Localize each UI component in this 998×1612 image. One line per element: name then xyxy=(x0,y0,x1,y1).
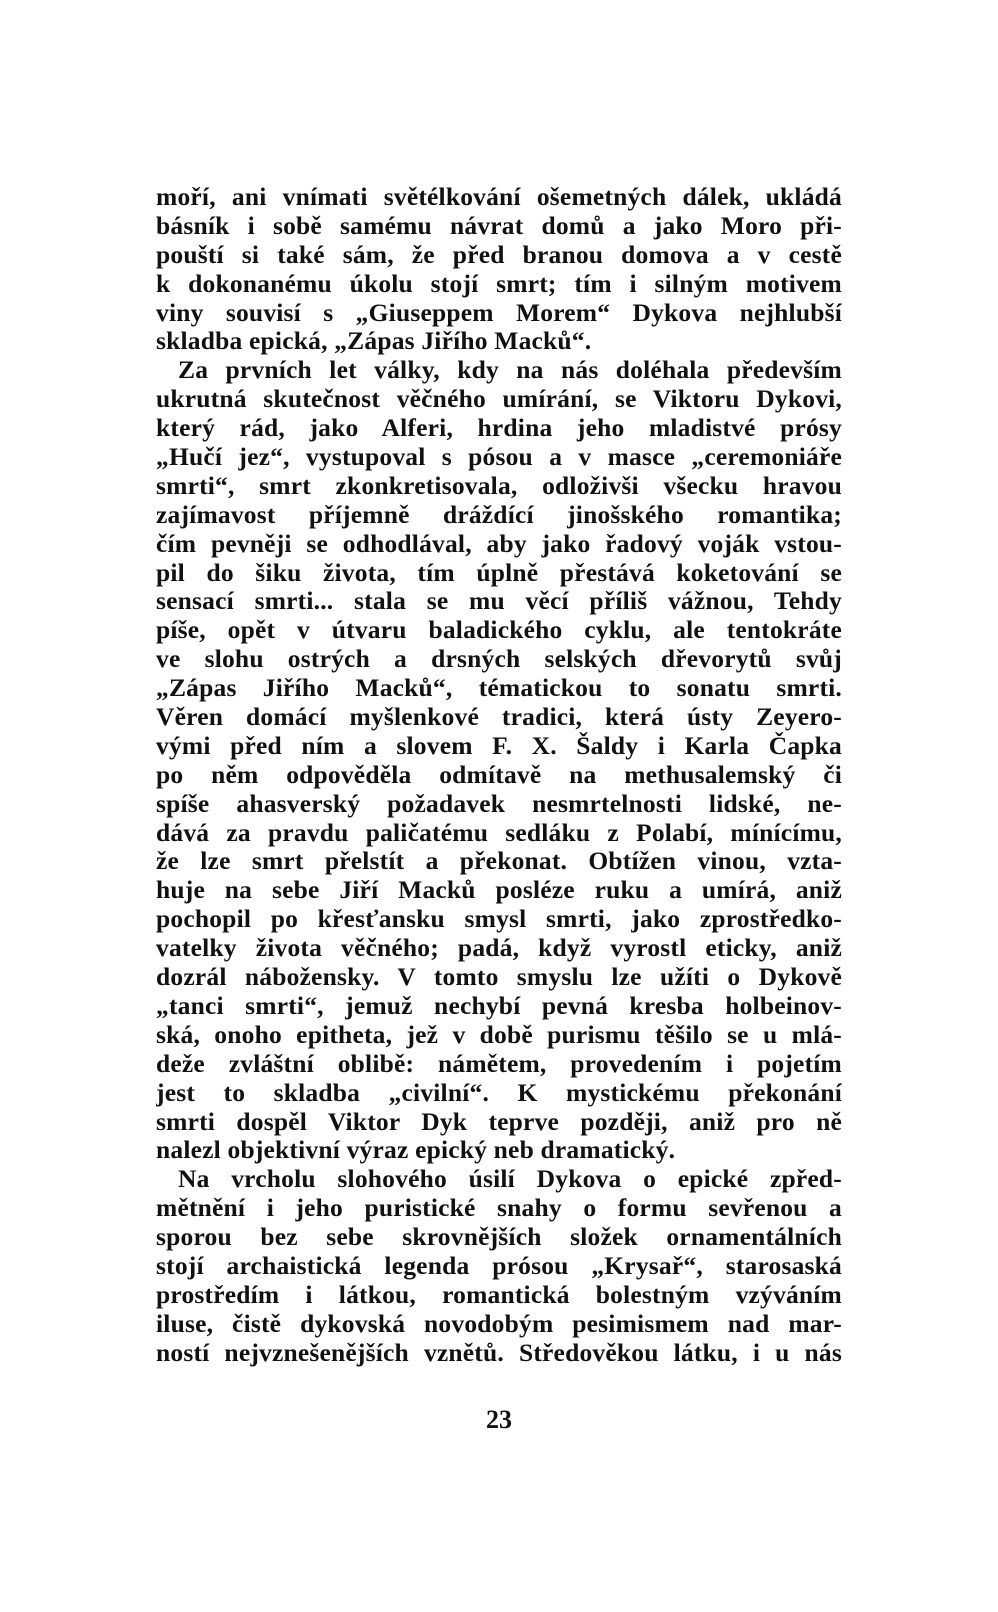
text-line: ukrutná skutečnost věčného umírání, se Viktoru Dykovi, xyxy=(156,385,842,414)
text-line: smrti dospěl Viktor Dyk teprve později, aniž pro ně xyxy=(156,1107,842,1136)
text-line: píše, opět v útvaru baladického cyklu, ale tentokráte xyxy=(156,616,842,645)
text-line: pochopil po křesťansku smysl smrti, jako zprostředko- xyxy=(156,905,842,934)
text-line: k dokonanému úkolu stojí smrt; tím i silným motivem xyxy=(156,269,842,298)
text-line: prostředím i látkou, romantická bolestným vzýváním xyxy=(156,1280,842,1309)
text-line: huje na sebe Jiří Macků posléze ruku a umírá, aniž xyxy=(156,876,842,905)
page-number: 23 xyxy=(486,1405,512,1434)
text-line: jest to skladba „civilní“. K mystickému překonání xyxy=(156,1078,842,1107)
text-line: smrti“, smrt zkonkretisovala, odloživši všecku hravou xyxy=(156,471,842,500)
body-text xyxy=(156,183,842,1368)
text-line: stojí archaistická legenda prósou „Krysař“, starosaská xyxy=(156,1251,842,1280)
text-line: dává za pravdu paličatému sedláku z Polabí, mínícímu, xyxy=(156,818,842,847)
text-line: že lze smrt přelstít a překonat. Obtížen vinou, vzta- xyxy=(156,847,842,876)
text-line: viny souvisí s „Giuseppem Morem“ Dykova nejhlubší xyxy=(156,298,842,327)
text-line: po něm odpověděla odmítavě na methusalemský či xyxy=(156,760,842,789)
text-line: dozrál nábožensky. V tomto smyslu lze užíti o Dykově xyxy=(156,963,842,992)
text-line: čím pevněji se odhodlával, aby jako řadový voják vstou- xyxy=(156,529,842,558)
text-line: „tanci smrti“, jemuž nechybí pevná kresba holbeinov- xyxy=(156,991,842,1020)
text-line: deže zvláštní oblibě: námětem, provedením i pojetím xyxy=(156,1049,842,1078)
text-line: zajímavost příjemně dráždící jinošského romantika; xyxy=(156,500,842,529)
text-line: moří, ani vnímati světélkování ošemetných dálek, ukládá xyxy=(156,183,842,211)
paragraph-start-line: Na vrcholu slohového úsilí Dykova o epické zpřed- xyxy=(178,1165,842,1194)
text-line: „Zápas Jiřího Macků“, tématickou to sonatu smrti. xyxy=(156,674,842,703)
text-line: mětnění i jeho puristické snahy o formu sevřenou a xyxy=(156,1194,842,1223)
text-line: ností nejvznešenějších vznětů. Středověkou látku, i u nás xyxy=(156,1338,842,1367)
text-line: pouští si také sám, že před branou domova a v cestě xyxy=(156,240,842,269)
text-line: sensací smrti... stala se mu věcí příliš vážnou, Tehdy xyxy=(156,587,842,616)
text-line: vatelky života věčného; padá, když vyrostl eticky, aniž xyxy=(156,934,842,963)
text-line: vými před ním a slovem F. X. Šaldy i Karla Čapka xyxy=(156,731,842,760)
text-line: Věren domácí myšlenkové tradici, která ústy Zeyero- xyxy=(156,703,842,732)
paragraph-start-line: Za prvních let války, kdy na nás doléhala především xyxy=(178,356,842,385)
text-line: sporou bez sebe skrovnějších složek ornamentálních xyxy=(156,1223,842,1252)
text-line: pil do šiku života, tím úplně přestává koketování se xyxy=(156,558,842,587)
text-line: spíše ahasverský požadavek nesmrtelnosti lidské, ne- xyxy=(156,789,842,818)
text-line: iluse, čistě dykovská novodobým pesimismem nad mar- xyxy=(156,1309,842,1338)
text-line: který rád, jako Alferi, hrdina jeho mladistvé prósy xyxy=(156,414,842,443)
text-line: ve slohu ostrých a drsných selských dřevorytů svůj xyxy=(156,645,842,674)
text-line: ská, onoho epitheta, jež v době purismu těšilo se u mlá- xyxy=(156,1020,842,1049)
text-line: skladba epická, „Zápas Jiřího Macků“. xyxy=(156,327,592,356)
text-line: „Hučí jez“, vystupoval s pósou a v masce „ceremoniáře xyxy=(156,443,842,472)
text-line: nalezl objektivní výraz epický neb dramatický. xyxy=(156,1136,676,1165)
text-line: básník i sobě samému návrat domů a jako Moro při- xyxy=(156,211,842,240)
